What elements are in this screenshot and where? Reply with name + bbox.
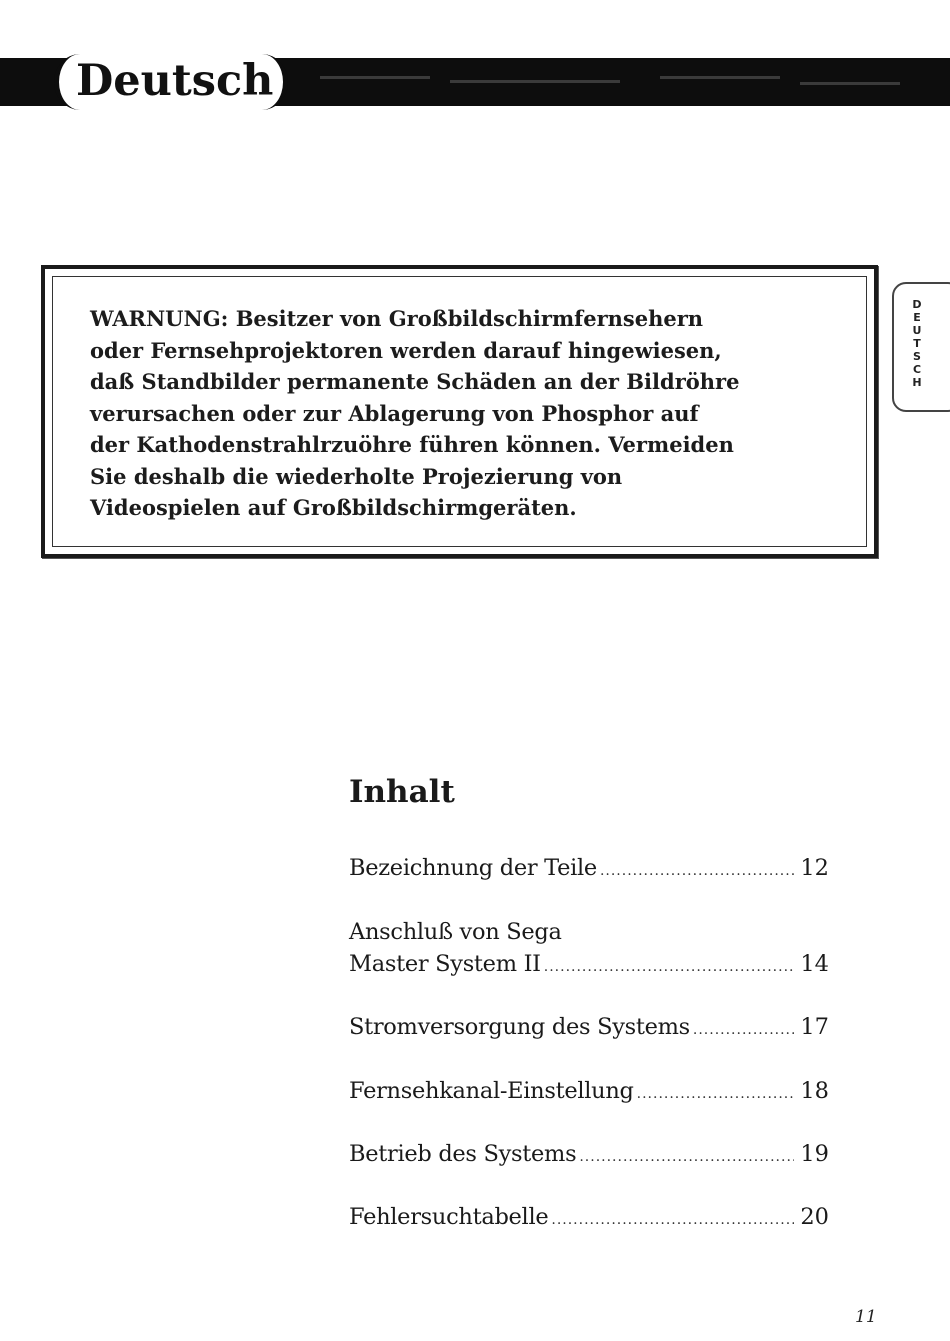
toc-label: Betrieb des Systems (349, 1141, 577, 1167)
side-tab-letter: S (913, 350, 921, 363)
page-title: Deutsch (76, 56, 274, 106)
toc-entry (349, 916, 829, 983)
toc-entry (349, 1075, 829, 1110)
language-side-tab-label (910, 298, 924, 389)
toc-line (349, 1075, 829, 1110)
toc-entry (349, 1201, 829, 1236)
toc-dot-leader (551, 1204, 794, 1236)
toc-line (349, 1011, 829, 1046)
toc-line (349, 916, 829, 948)
toc-page-number: 17 (800, 1014, 829, 1040)
header-bar-texture (320, 76, 430, 79)
header-bar-texture (450, 80, 620, 83)
side-tab-letter: T (913, 337, 921, 350)
side-tab-letter: U (912, 324, 922, 337)
toc-line (349, 1138, 829, 1173)
warning-text: WARNUNG: Besitzer von Großbildschirmfernsehern oder Fernsehprojektoren werden darauf hingewiesen, daß Standbilder permanente Schäden an der Bildröhre verursachen oder zur Ablagerung von Phosphor auf der Kathodenstrahlrzuöhre führen können. Vermeiden Sie deshalb die wiederholte Projezierung von Videospielen auf Großbildschirmgeräten. (90, 306, 740, 520)
side-tab-letter: C (912, 363, 922, 376)
toc-label: Master System II (349, 951, 541, 977)
toc-line (349, 852, 829, 887)
side-tab-letter: D (912, 298, 922, 311)
toc-page-number: 12 (800, 855, 829, 881)
toc-dot-leader (637, 1078, 795, 1110)
toc-line (349, 1201, 829, 1236)
toc-label: Bezeichnung der Teile (349, 855, 597, 881)
toc-label: Stromversorgung des Systems (349, 1014, 690, 1040)
toc-page-number: 20 (800, 1204, 829, 1230)
toc-dot-leader (579, 1141, 794, 1173)
toc-dot-leader (693, 1014, 794, 1046)
toc-page-number: 19 (800, 1141, 829, 1167)
contents-heading: Inhalt (349, 774, 455, 810)
toc-dot-leader (600, 855, 794, 887)
toc-label: Fehlersuchtabelle (349, 1204, 549, 1230)
toc-entry (349, 1138, 829, 1173)
toc-line (349, 948, 829, 983)
header-bar-texture (800, 82, 900, 85)
header-bar-texture (660, 76, 780, 79)
toc-entry (349, 1011, 829, 1046)
toc-dot-leader (544, 951, 795, 983)
page-number: 11 (855, 1307, 877, 1327)
toc-page-number: 18 (800, 1078, 829, 1104)
side-tab-letter: H (912, 376, 922, 389)
toc-label-line1: Anschluß von Sega (349, 919, 562, 945)
toc-entry (349, 852, 829, 887)
toc-page-number: 14 (800, 951, 829, 977)
toc-label: Fernsehkanal-Einstellung (349, 1078, 634, 1104)
side-tab-letter: E (913, 311, 921, 324)
